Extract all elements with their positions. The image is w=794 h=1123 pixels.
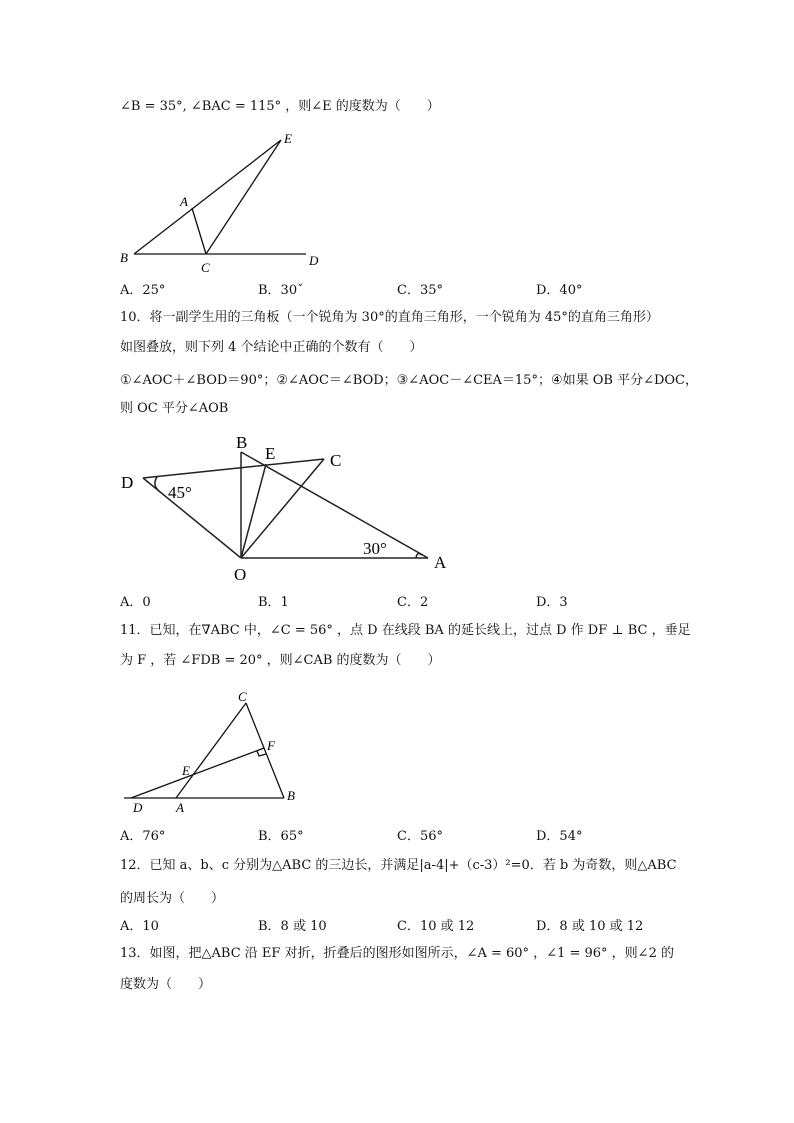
q9-option-a: A．25° (120, 283, 166, 298)
q12-stem-line2: 的周长为（ ） (120, 891, 225, 906)
q9-label-a: A (180, 194, 188, 209)
q10-option-c: C．2 (397, 595, 429, 610)
q9-label-d: D (309, 253, 319, 268)
q9-line-be (134, 140, 281, 254)
q9-option-d: D．40° (536, 283, 583, 298)
q11-label-b: B (287, 788, 295, 803)
q10-stem-line3: ①∠AOC＋∠BOD＝90°；②∠AOC＝∠BOD；③∠AOC－∠CEA＝15°；④如果 OB 平分∠DOC， (120, 373, 699, 388)
q9-label-e: E (284, 131, 292, 146)
q9-label-b: B (120, 250, 128, 265)
q9-label-c: C (201, 260, 210, 275)
q10-label-angle30: 30° (363, 539, 387, 558)
q13-stem-line2: 度数为（ ） (120, 977, 212, 992)
q10-stem-line1: 10．将一副学生用的三角板（一个锐角为 30°的直角三角形，一个锐角为 45°的直角三角形） (120, 310, 659, 325)
q9-stem: ∠B = 35°, ∠BAC = 115° ，则∠E 的度数为（ ） (120, 99, 440, 114)
q11-option-a: A．76° (120, 829, 166, 844)
q11-option-b: B．65° (258, 829, 304, 844)
q10-label-d: D (121, 473, 134, 492)
q11-label-f: F (267, 738, 275, 753)
q10-stem-line4: 则 OC 平分∠AOB (120, 401, 229, 416)
q12-option-a: A．10 (120, 919, 159, 934)
q11-option-d: D．54° (536, 829, 583, 844)
q11-label-e: E (182, 763, 190, 778)
q10-label-c: C (330, 451, 342, 470)
q9-option-b: B．30ˇ (258, 283, 304, 298)
q10-label-angle45: 45° (168, 483, 192, 502)
q9-line-ac (192, 208, 206, 254)
q13-stem-line1: 13．如图，把△ABC 沿 EF 对折，折叠后的图形如图所示，∠A = 60° ，∠1 = 96° ，则∠2 的 (120, 946, 674, 961)
q10-option-d: D．3 (536, 595, 568, 610)
q11-label-d: D (133, 800, 143, 815)
q10-label-a: A (434, 553, 447, 572)
q12-option-c: C．10 或 12 (397, 919, 475, 934)
q12-option-b: B．8 或 10 (258, 919, 327, 934)
q12-stem-line1: 12．已知 a、b、c 分别为△ABC 的三边长，并满足|a-4|+（c-3）²=0．若 b 为奇数，则△ABC (120, 858, 677, 873)
q12-option-d: D．8 或 10 或 12 (536, 919, 644, 934)
q10-option-a: A．0 (120, 595, 151, 610)
q11-option-c: C．56° (397, 829, 443, 844)
q11-stem-line1: 11．已知，在∇ABC 中，∠C = 56° ，点 D 在线段 BA 的延长线上，过点 D 作 DF ⊥ BC ，垂足 (120, 623, 691, 638)
q10-label-b: B (236, 433, 248, 452)
q9-option-c: C．35° (397, 283, 443, 298)
q9-line-ec (206, 140, 281, 254)
q11-stem-line2: 为 F ，若 ∠FDB = 20° ，则∠CAB 的度数为（ ） (120, 653, 441, 668)
q10-label-o: O (234, 565, 247, 584)
q11-label-c: C (238, 689, 247, 704)
q10-stem-line2: 如图叠放，则下列 4 个结论中正确的个数有（ ） (120, 340, 423, 355)
q10-option-b: B．1 (258, 595, 289, 610)
q11-label-a: A (176, 800, 184, 815)
q10-label-e: E (265, 444, 276, 463)
